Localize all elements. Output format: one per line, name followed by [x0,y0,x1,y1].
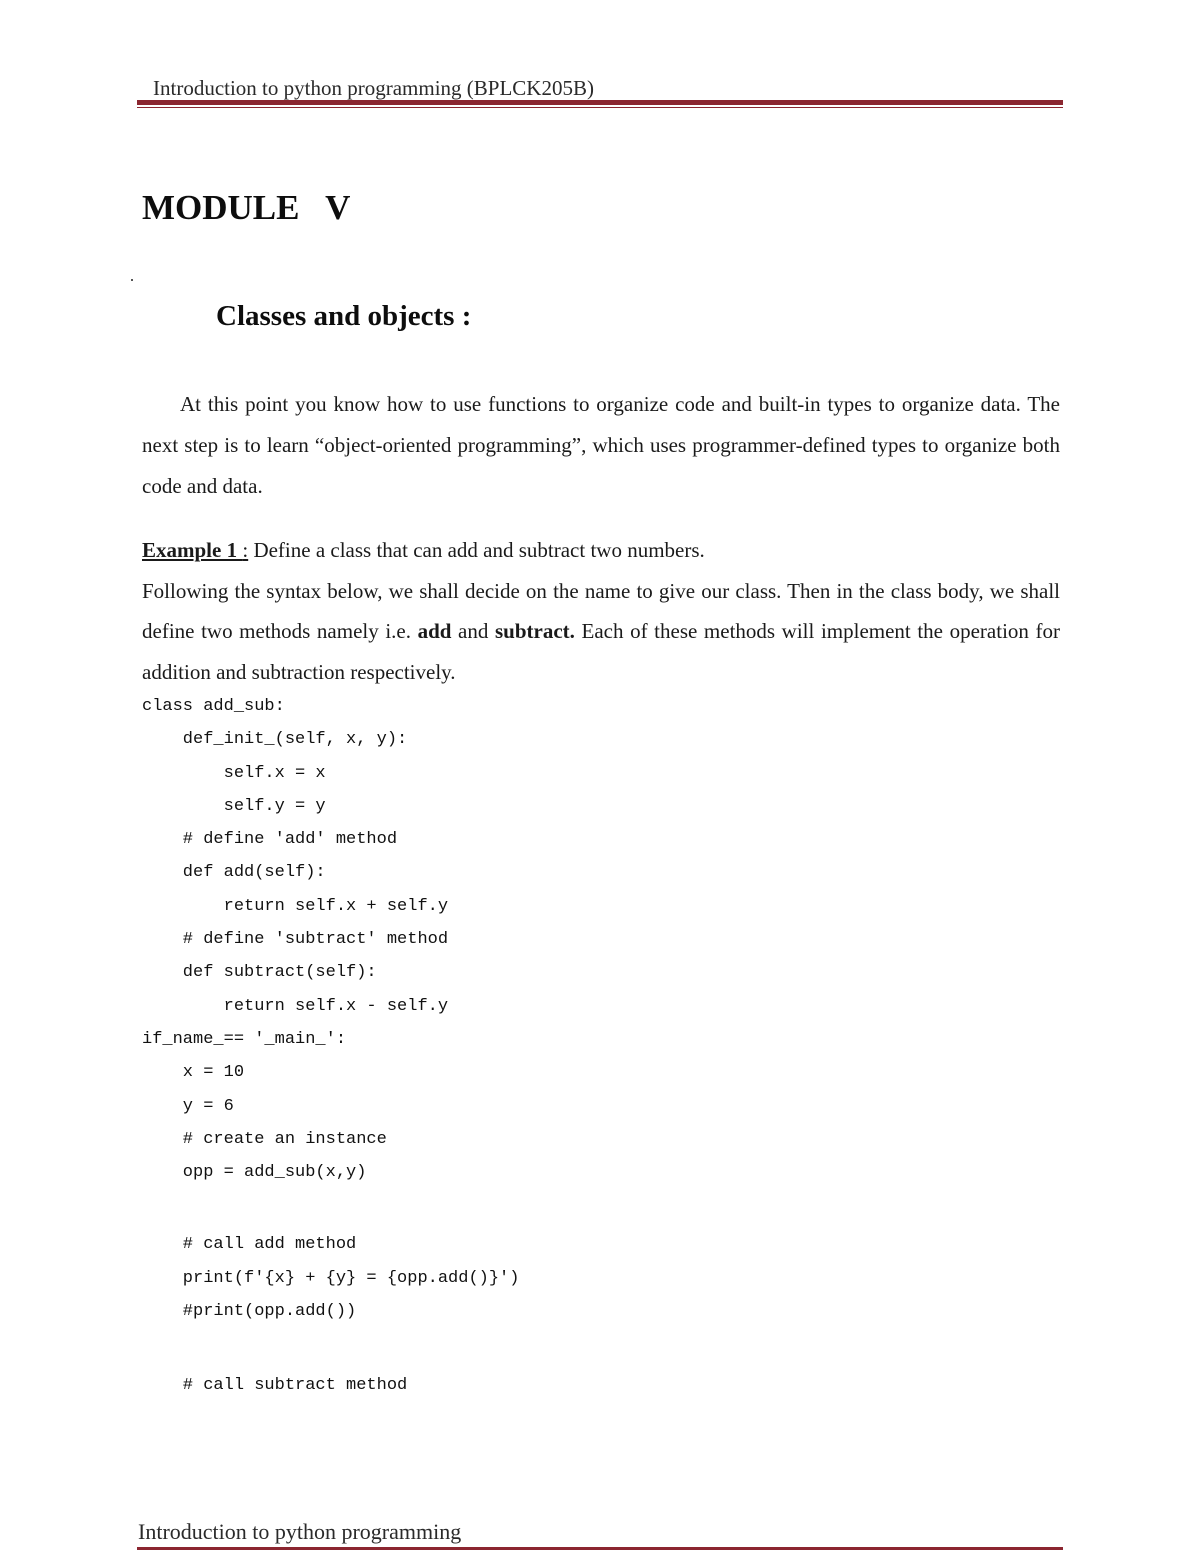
header-rule [137,100,1063,105]
footer-title: Introduction to python programming [138,1519,462,1544]
header-rule-thin [137,107,1063,108]
example-desc-part2: Each of these methods will implement the operation for addition and subtraction respectively. [142,619,1060,684]
intro-paragraph: At this point you know how to use functions to organize code and built-in types to organize data. The next step is to learn “object-oriented programming”, which uses programmer-defined types to organize both code and data. [142,392,1060,498]
footer-rule [137,1547,1063,1550]
code-line: #print(opp.add()) [142,1302,357,1322]
code-line: if_name_== '_main_': [142,1029,347,1049]
add-word: add [417,619,452,643]
code-line: self.y = y [142,796,326,816]
subtract-word: subtract. [494,619,575,643]
code-line: x = 10 [142,1063,245,1083]
code-block [142,690,519,1403]
example-description [142,571,1060,693]
code-line: class add_sub: [142,697,285,716]
code-line: # call add method [142,1235,357,1255]
example-heading-line [142,530,1060,571]
header-title: Introduction to python programming (BPLCK205B) [153,76,594,100]
example-separator: : [242,538,249,562]
example-desc-part1: Following the syntax below, we shall decide on the name to give our class. Then in the class body, we shall define two methods namely i.e. [142,578,1060,643]
code-line: def_init_(self, x, y): [142,730,408,750]
code-line: def add(self): [142,863,326,883]
code-line: # define 'subtract' method [142,930,449,950]
code-line: print(f'{x} + {y} = {opp.add()}') [142,1268,520,1288]
example-label: Example 1 [142,538,243,562]
stray-dot [131,279,133,281]
code-line: return self.x - self.y [142,996,449,1016]
section-title: Classes and objects : [216,300,472,332]
code-line: return self.x + self.y [142,896,449,916]
code-line [142,1189,519,1228]
code-line: # create an instance [142,1129,387,1149]
code-line [142,1328,519,1369]
code-line: self.x = x [142,763,326,783]
code-line: opp = add_sub(x,y) [142,1163,367,1183]
example-desc-and: and [451,619,495,643]
code-line: y = 6 [142,1096,234,1116]
module-title: MODULE V [142,188,351,227]
example-block [142,530,1060,692]
code-line: def subtract(self): [142,963,377,983]
example-title: Define a class that can add and subtract two numbers. [248,538,705,562]
code-line: # call subtract method [142,1376,408,1396]
code-line: # define 'add' method [142,830,398,850]
